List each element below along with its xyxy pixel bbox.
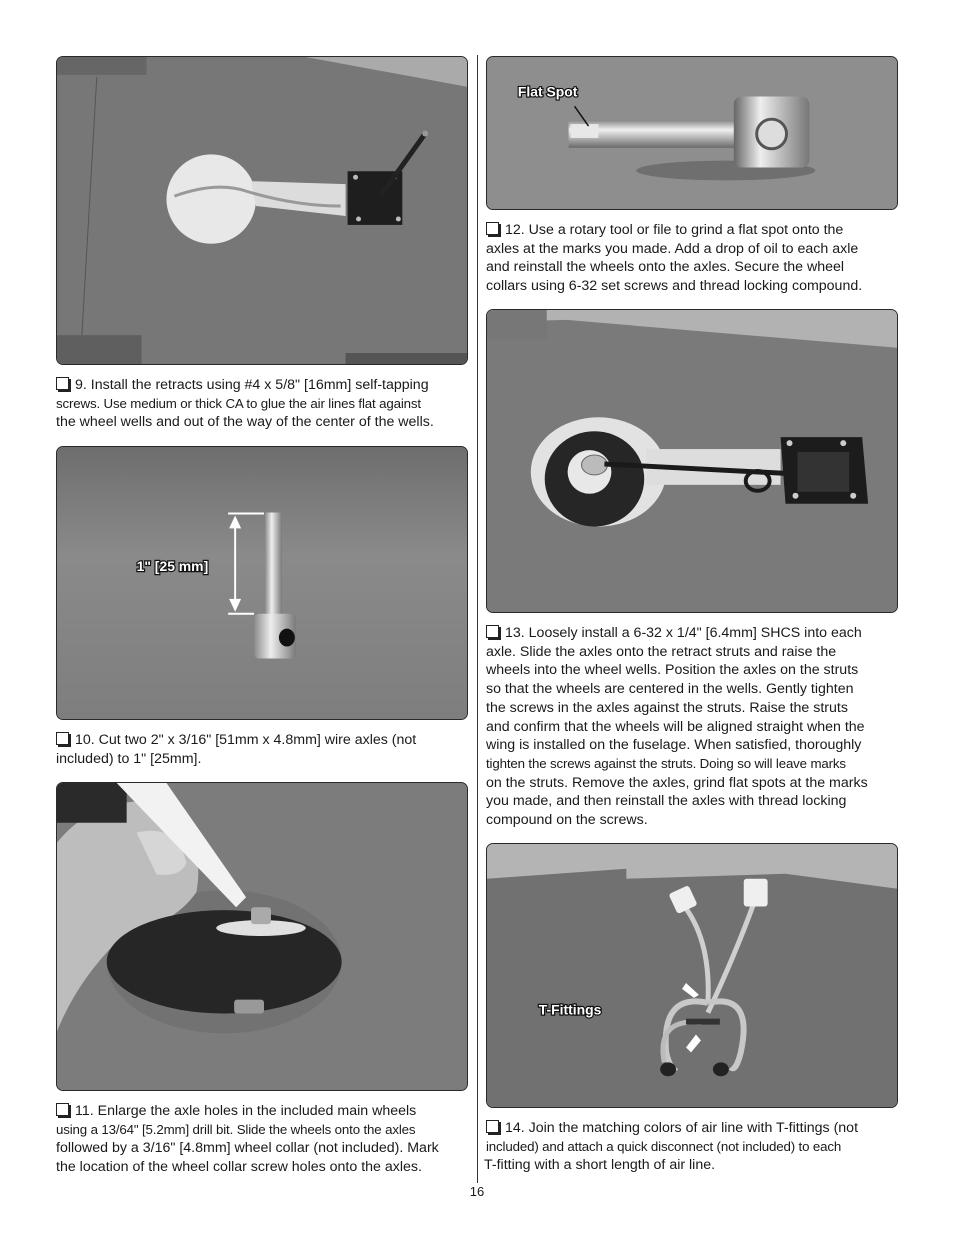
step-9	[56, 376, 469, 432]
page-number: 16	[469, 1184, 485, 1199]
column-divider	[477, 55, 478, 1183]
t-fittings-label: T-Fittings	[538, 1001, 602, 1018]
photo-step-11	[56, 782, 468, 1091]
photo-step-9	[56, 56, 468, 365]
step-text-line: you made, and then reinstall the axles with thread locking	[486, 793, 847, 810]
step-text-line: so that the wheels are centered in the wells. Gently tighten	[486, 681, 854, 698]
step-text-line: the wheel wells and out of the way of the center of the wells.	[56, 414, 434, 431]
step-text-line: screws. Use medium or thick CA to glue the air lines flat against	[56, 395, 421, 411]
photo-step-14	[486, 843, 898, 1108]
photo-step-12	[486, 56, 898, 210]
step-text-line: compound on the screws.	[486, 812, 648, 829]
step-text-line: on the struts. Remove the axles, grind flat spots at the marks	[486, 774, 868, 791]
step-text-line: 9. Install the retracts using #4 x 5/8" [16mm] self-tapping	[75, 377, 429, 393]
step-12	[486, 221, 899, 296]
step-text-line: wheels into the wheel wells. Position the axles on the struts	[486, 662, 859, 679]
step-text-line: and confirm that the wheels will be aligned straight when the	[486, 718, 865, 735]
flat-spot-label: Flat Spot	[517, 83, 578, 100]
checkbox-step-13[interactable]	[486, 625, 499, 638]
step-text-line: and reinstall the wheels onto the axles. Secure the wheel	[486, 259, 845, 276]
step-text-line: axles at the marks you made. Add a drop of oil to each axle	[486, 240, 859, 257]
step-11	[56, 1102, 469, 1177]
photo-step-13	[486, 309, 898, 613]
step-text-line: 10. Cut two 2" x 3/16" [51mm x 4.8mm] wire axles (not	[75, 732, 417, 748]
step-text-line: axle. Slide the axles onto the retract struts and raise the	[486, 643, 837, 660]
step-text-line: wing is installed on the fuselage. When satisfied, thoroughly	[486, 737, 862, 754]
step-text-line: the location of the wheel collar screw holes onto the axles.	[56, 1159, 422, 1176]
checkbox-step-11[interactable]	[56, 1103, 69, 1116]
step-text-line: 13. Loosely install a 6-32 x 1/4" [6.4mm] SHCS into each	[505, 625, 862, 641]
step-14	[486, 1119, 899, 1175]
step-text-line: 11. Enlarge the axle holes in the included main wheels	[75, 1103, 417, 1119]
step-text-line: 14. Join the matching colors of air line with T-fittings (not	[505, 1120, 859, 1136]
checkbox-step-12[interactable]	[486, 222, 499, 235]
step-10	[56, 731, 469, 768]
step-text-line: included) to 1" [25mm].	[56, 750, 202, 767]
dimension-label: 1" [25 mm]	[136, 558, 209, 575]
step-text-line: the screws in the axles against the struts. Raise the struts	[486, 699, 848, 716]
step-13	[486, 624, 899, 830]
step-text-line: using a 13/64" [5.2mm] drill bit. Slide the wheels onto the axles	[56, 1121, 416, 1137]
step-text-line: collars using 6-32 set screws and thread locking compound.	[486, 278, 863, 295]
step-text-line: followed by a 3/16" [4.8mm] wheel collar (not included). Mark	[56, 1140, 439, 1157]
step-text-line: tighten the screws against the struts. Doing so will leave marks	[486, 755, 846, 771]
step-text-line: included) and attach a quick disconnect (not included) to each	[486, 1138, 842, 1154]
step-text-line: T-fitting with a short length of air line.	[484, 1157, 716, 1174]
photo-step-10	[56, 446, 468, 720]
step-text-line: 12. Use a rotary tool or file to grind a flat spot onto the	[505, 222, 844, 238]
checkbox-step-9[interactable]	[56, 377, 69, 390]
checkbox-step-14[interactable]	[486, 1120, 499, 1133]
checkbox-step-10[interactable]	[56, 732, 69, 745]
